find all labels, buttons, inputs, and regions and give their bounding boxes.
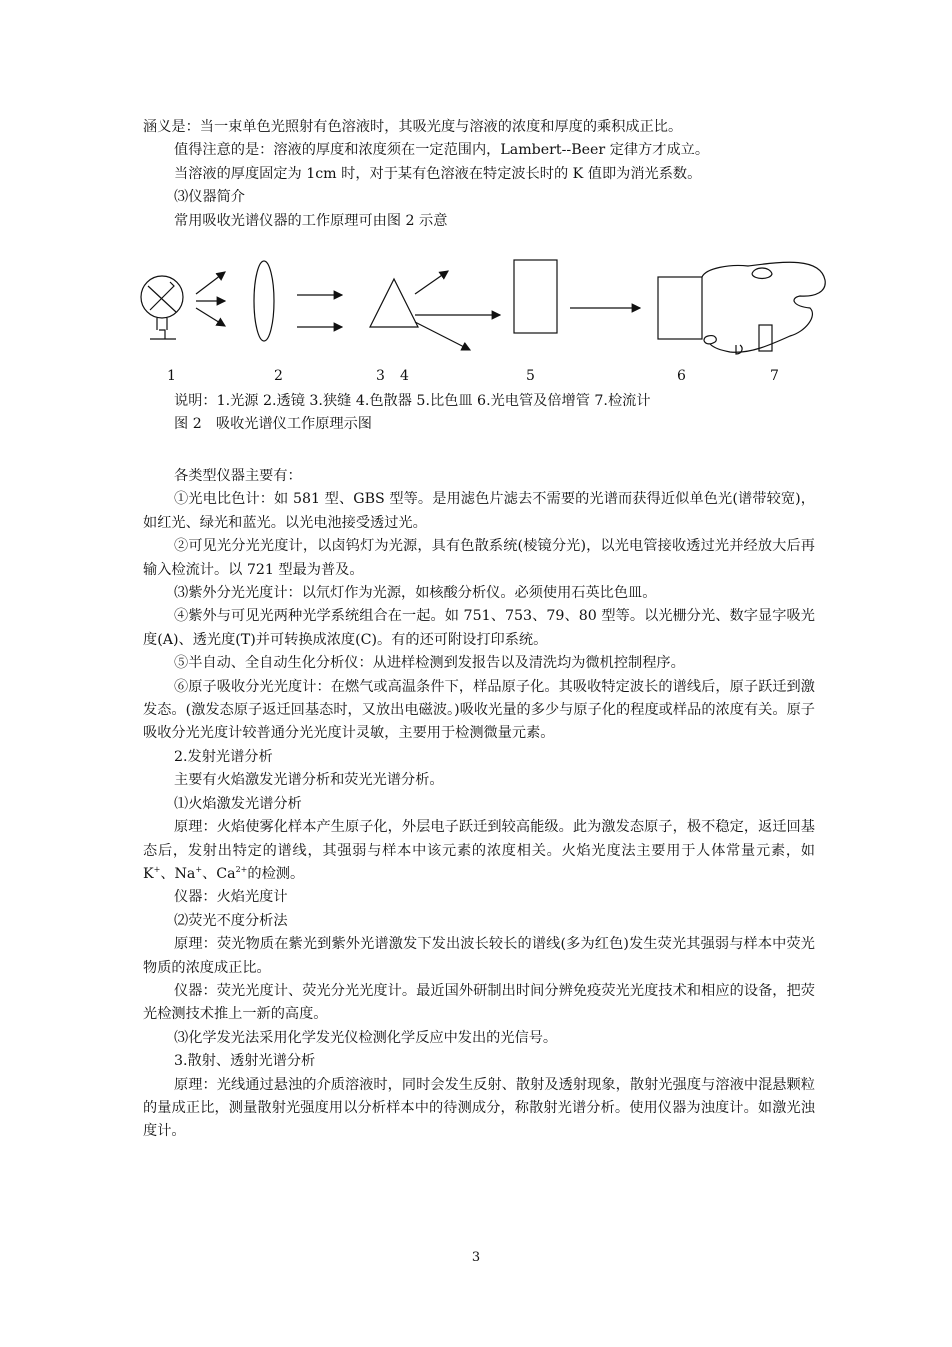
paragraph: ①光电比色计：如 581 型、GBS 型等。是用滤色片滤去不需要的光谱而获得近似单色光(谱带较宽)，如红光、绿光和蓝光。以光电池接受透过光。 xyxy=(143,491,815,531)
paragraph: 涵义是：当一束单色光照射有色溶液时，其吸光度与溶液的浓度和厚度的乘积成正比。 xyxy=(143,119,683,135)
section-heading: 2.发射光谱分析 xyxy=(174,748,273,765)
light-source-icon xyxy=(141,276,183,339)
subsection-heading: ⑵荧光不度分析法 xyxy=(174,912,288,929)
text-run: 、Ca xyxy=(202,865,236,882)
paragraph: 各类型仪器主要有： xyxy=(174,468,302,484)
paragraph: ⑤半自动、全自动生化分析仪：从进样检测到发报告以及清洗均为微机控制程序。 xyxy=(174,655,685,672)
figure-label-4: 4 xyxy=(400,368,409,384)
photomultiplier-icon xyxy=(658,277,702,339)
subsection-heading: ⑴火焰激发光谱分析 xyxy=(174,795,302,812)
prism-icon xyxy=(370,279,418,327)
paragraph: 常用吸收光谱仪器的工作原理可由图 2 示意 xyxy=(174,212,448,229)
paragraph: 仪器：荧光光度计、荧光分光光度计。最近国外研制出时间分辨免疫荧光光度技术和相应的设备，把荧光检测技术推上一新的高度。 xyxy=(143,982,815,1023)
text-run: 的检测。 xyxy=(247,865,305,882)
figure-caption: 图 2 吸收光谱仪工作原理示图 xyxy=(174,416,372,433)
superscript: + xyxy=(153,864,161,874)
figure-label-5: 5 xyxy=(526,368,535,384)
section-heading: 3.散射、透射光谱分析 xyxy=(174,1053,316,1070)
spectrometer-diagram xyxy=(130,250,830,385)
figure-label-2: 2 xyxy=(274,368,283,384)
superscript: 2+ xyxy=(235,864,248,874)
figure-label-3: 3 xyxy=(376,368,385,384)
cuvette-icon xyxy=(514,260,557,333)
paragraph: 仪器：火焰光度计 xyxy=(174,889,288,906)
paragraph-flame-principle xyxy=(143,816,815,886)
page-number: 3 xyxy=(471,1250,481,1265)
figure-caption-block xyxy=(143,390,815,437)
figure-legend: 说明：1.光源 2.透镜 3.狭缝 4.色散器 5.比色皿 6.光电管及倍增管 7.检流计 xyxy=(174,393,651,409)
spectrometer-schematic xyxy=(130,250,830,368)
superscript: + xyxy=(195,864,203,874)
paragraph: 值得注意的是：溶液的厚度和浓度须在一定范围内，Lambert--Beer 定律方才成立。 xyxy=(174,142,710,159)
text-run: 、Na xyxy=(160,865,196,882)
paragraph: 原理：荧光物质在紫光到紫外光谱激发下发出波长较长的谱线(多为红色)发生荧光其强弱与样本中荧光物质的浓度成正比。 xyxy=(143,936,815,976)
paragraph: ⑶化学发光法采用化学发光仪检测化学反应中发出的光信号。 xyxy=(174,1029,558,1046)
paragraph: ⑥原子吸收分光光度计：在燃气或高温条件下，样品原子化。其吸收特定波长的谱线后，原子跃迁到激发态。(激发态原子返迁回基态时，又放出电磁波。)吸收光量的多少与原子化的程度或样品的浓度有关。原子吸收分光光度计较普通分光光度计灵敏，主要用于检测微量元素。 xyxy=(143,678,815,742)
galvanometer-icon xyxy=(702,262,825,354)
paragraph: ⑶仪器简介 xyxy=(174,189,245,206)
top-text-block xyxy=(143,116,815,233)
figure-label-7: 7 xyxy=(770,368,779,384)
paragraph: ②可见光分光光度计，以卤钨灯为光源，具有色散系统(棱镜分光)，以光电管接收透过光并经放大后再输入检流计。以 721 型最为普及。 xyxy=(143,538,815,578)
lens-icon xyxy=(254,261,274,341)
paragraph: 原理：光线通过悬浊的介质溶液时，同时会发生反射、散射及透射现象，散射光强度与溶液中混悬颗粒的量成正比，测量散射光强度用以分析样本中的待测成分，称散射光谱分析。使用仪器为浊度计。如激光浊度计。 xyxy=(143,1076,815,1140)
paragraph: ④紫外与可见光两种光学系统组合在一起。如 751、753、79、80 型等。以光栅分光、数字显字吸光度(A)、透光度(T)并可转换成浓度(C)。有的还可附设打印系统。 xyxy=(143,608,815,648)
body-text-block xyxy=(143,465,815,1144)
paragraph: 主要有火焰激发光谱分析和荧光光谱分析。 xyxy=(174,772,444,789)
figure-label-1: 1 xyxy=(167,368,176,384)
figure-label-6: 6 xyxy=(677,368,686,384)
text-run: 原理：火焰使雾化样本产生原子化，外层电子跃迁到较高能级。此为激发态原子，极不稳定，返迁回基态后，发射出特定的谱线，其强弱与样本中该元素的浓度相关。火焰光度法主要用于人体常量元素，如 K xyxy=(143,819,815,882)
paragraph: 当溶液的厚度固定为 1cm 时，对于某有色溶液在特定波长时的 K 值即为消光系数。 xyxy=(174,165,702,182)
paragraph: ⑶紫外分光光度计：以氘灯作为光源，如核酸分析仪。必须使用石英比色皿。 xyxy=(174,585,657,602)
